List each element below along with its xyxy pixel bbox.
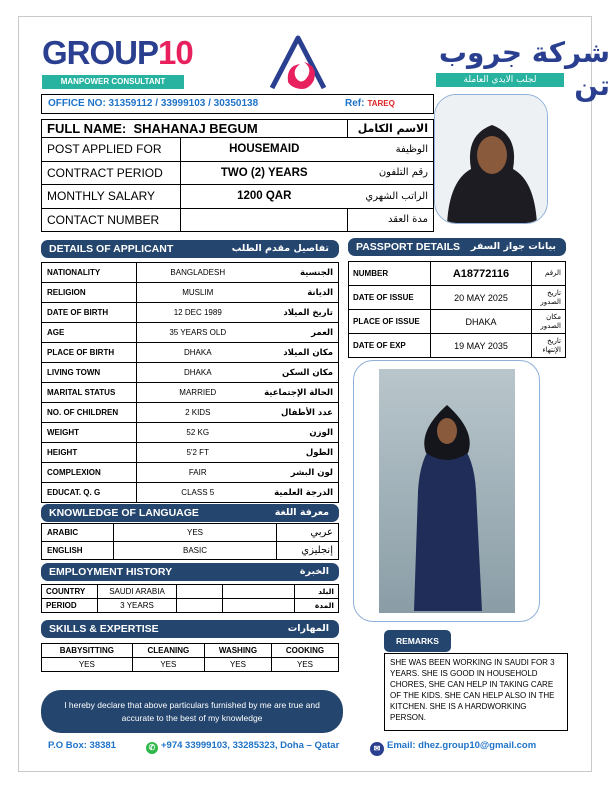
full-name-row: FULL NAME: SHAHANAJ BEGUM الاسم الكامل xyxy=(42,120,434,138)
full-name-value: SHAHANAJ BEGUM xyxy=(133,121,258,136)
details-header: DETAILS OF APPLICANT تفاصيل مقدم الطلب xyxy=(41,240,339,258)
detail-row: RELIGION MUSLIM الديانة xyxy=(42,283,339,303)
passport-row: PLACE OF ISSUE DHAKA مكان الصدور xyxy=(349,310,566,334)
email-icon: ✉ xyxy=(370,742,384,756)
language-row: ARABIC YES عربي xyxy=(42,524,339,542)
detail-row: AGE 35 YEARS OLD العمر xyxy=(42,323,339,343)
contact-row: CONTACT NUMBER مدة العقد xyxy=(42,208,434,232)
brand-logo: GROUP10 xyxy=(42,34,193,71)
skills-header-row: BABYSITTING CLEANING WASHING COOKING xyxy=(42,644,339,658)
remarks-text: SHE WAS BEEN WORKING IN SAUDI FOR 3 YEARS. SHE IS GOOD IN HOUSEHOLD CHORES, SHE CAN HELP IN TAKING CARE OF THE KIDS. SHE CAN HELP ALSO IN THE KITCHEN. SHE IS A HARDWORKING PERSON. xyxy=(384,653,568,731)
brand-emblem-icon xyxy=(266,32,330,92)
details-table xyxy=(41,262,339,503)
detail-row: DATE OF BIRTH 12 DEC 1989 تاريخ الميلاد xyxy=(42,303,339,323)
passport-row: DATE OF ISSUE 20 MAY 2025 تاريخ الصدور xyxy=(349,286,566,310)
phones: ✆ +974 33999103, 33285323, Doha – Qatar xyxy=(146,740,339,754)
brand-subtitle: MANPOWER CONSULTANT xyxy=(42,75,184,89)
language-table xyxy=(41,523,339,560)
skills-header: SKILLS & EXPERTISE المهارات xyxy=(41,620,339,638)
employment-row: COUNTRY SAUDI ARABIA البلد xyxy=(42,585,339,599)
detail-row: LIVING TOWN DHAKA مكان السكن xyxy=(42,363,339,383)
remarks-label: REMARKS xyxy=(384,630,451,652)
detail-row: MARITAL STATUS MARRIED الحالة الإجتماعية xyxy=(42,383,339,403)
brand-arabic-logo: شركة جروب تن xyxy=(438,36,610,102)
passport-row: DATE OF EXP 19 MAY 2035 تاريخ الإنتهاء xyxy=(349,334,566,358)
brand-arabic-subtitle: لجلب الايدي العاملة xyxy=(436,73,564,87)
passport-row: NUMBER A18772116 الرقم xyxy=(349,262,566,286)
detail-row: WEIGHT 52 KG الوزن xyxy=(42,423,339,443)
detail-row: NO. OF CHILDREN 2 KIDS عدد الأطفال xyxy=(42,403,339,423)
skills-value-row: YES YES YES YES xyxy=(42,658,339,672)
employment-table xyxy=(41,584,339,613)
office-numbers: OFFICE NO: 31359112 / 33999103 / 30350138 Ref: TAREQ xyxy=(41,94,434,114)
contract-row: CONTRACT PERIOD TWO (2) YEARS رقم التلفون xyxy=(42,161,434,185)
detail-row: COMPLEXION FAIR لون البشر xyxy=(42,463,339,483)
detail-row: NATIONALITY BANGLADESH الجنسية xyxy=(42,263,339,283)
employment-header: EMPLOYMENT HISTORY الخبرة xyxy=(41,563,339,581)
detail-row: HEIGHT 5'2 FT الطول xyxy=(42,443,339,463)
declaration: I hereby declare that above particulars furnished by me are true and accurate to the best of my knowledge xyxy=(41,690,343,733)
main-info-table xyxy=(41,119,434,232)
passport-header: PASSPORT DETAILS بيانات جواز السفر xyxy=(348,238,566,256)
email: ✉ Email: dhez.group10@gmail.com xyxy=(370,740,536,756)
language-header: KNOWLEDGE OF LANGUAGE معرفة اللغة xyxy=(41,504,339,522)
salary-row: MONTHLY SALARY 1200 QAR الراتب الشهري xyxy=(42,185,434,209)
full-body-photo xyxy=(353,360,540,622)
language-row: ENGLISH BASIC إنجليزي xyxy=(42,542,339,560)
whatsapp-icon: ✆ xyxy=(146,742,158,754)
post-row: POST APPLIED FOR HOUSEMAID الوظيفة xyxy=(42,138,434,162)
portrait-photo xyxy=(434,94,548,224)
employment-row: PERIOD 3 YEARS المدة xyxy=(42,599,339,613)
po-box: P.O Box: 38381 xyxy=(48,740,116,751)
passport-table xyxy=(348,261,566,358)
detail-row: PLACE OF BIRTH DHAKA مكان الميلاد xyxy=(42,343,339,363)
reference: Ref: TAREQ xyxy=(345,98,395,109)
skills-table xyxy=(41,643,339,672)
detail-row: EDUCAT. Q. G CLASS 5 الدرجة العلمية xyxy=(42,483,339,503)
